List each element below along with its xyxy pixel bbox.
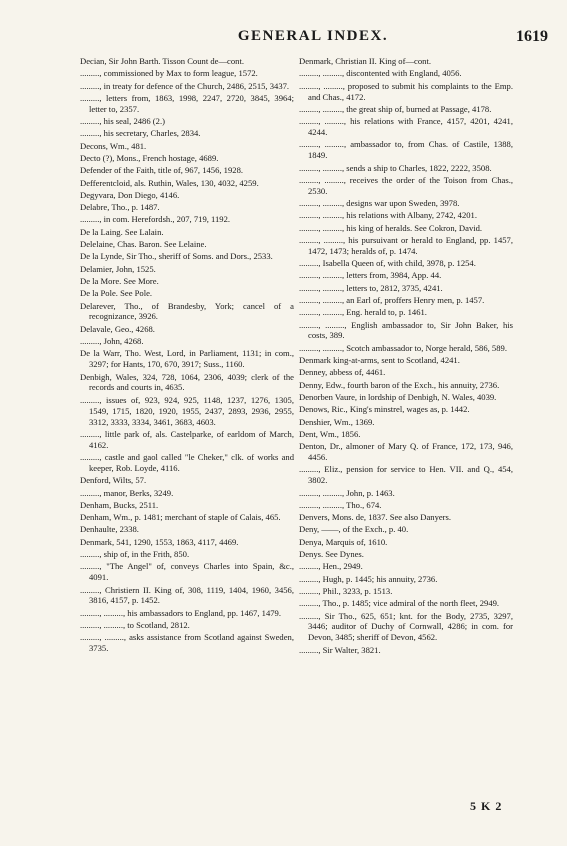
index-entry: Delavale, Geo., 4268. <box>80 323 155 334</box>
signature-mark: 5 K 2 <box>470 799 503 813</box>
index-entry: Denorben Vaure, in lordship of Denbigh, N. Wales, 4039. <box>299 391 497 402</box>
index-entry: Dent, Wm., 1856. <box>299 428 361 439</box>
index-entry: ........., issues of, 923, 924, 925, 1148, 1237, 1276, 1305, 1549, 1715, 1820, 1920, 1955, 2437, 2893, 2936, 2955, 3312, 3333, 3334, 3461, 3683, 4603. <box>80 394 294 427</box>
index-entry: Denmark, Christian II. King of—cont. <box>299 56 431 66</box>
index-entry: ........., ........., asks assistance from Scotland against Sweden, 3735. <box>80 632 294 654</box>
page-header <box>78 28 548 48</box>
index-entry: ........., letters from, 1863, 1998, 2247, 2720, 3845, 3964; letter to, 2357. <box>80 92 294 114</box>
index-entry: ........., ........., John, p. 1463. <box>299 487 395 498</box>
index-entry: Delabre, Tho., p. 1487. <box>80 202 160 213</box>
index-entry: ........., ........., proposed to submit his complaints to the Emp. and Chas., 4172. <box>299 80 513 102</box>
index-entry: ........., in com. Herefordsh., 207, 719, 1192. <box>80 214 231 225</box>
page-number: 1619 <box>516 28 548 45</box>
index-entry: Denton, Dr., almoner of Mary Q. of France, 172, 173, 946, 4456. <box>299 441 513 463</box>
index-entry: ........., ........., his relations with France, 4157, 4201, 4241, 4244. <box>299 116 513 137</box>
index-entry: Denys. See Dynes. <box>299 549 364 560</box>
index-entry: ........., ........., letters to, 2812, 3735, 4241. <box>299 282 443 293</box>
index-entry: ........., ........., English ambassador to, Sir John Baker, his costs, 389. <box>299 319 513 341</box>
index-entry: Denmark king-at-arms, sent to Scotland, 4241. <box>299 355 460 366</box>
index-entry: De la Lynde, Sir Tho., sheriff of Soms. and Dors., 2533. <box>80 251 273 262</box>
index-entry: ........., ........., his ambassadors to England, pp. 1467, 1479. <box>80 607 281 618</box>
running-title: GENERAL INDEX. <box>237 28 389 44</box>
index-entry: Denows, Ric., King's minstrel, wages as, p. 1442. <box>299 404 470 415</box>
index-entry: ........., little park of, als. Castelparke, of earldom of March, 4162. <box>80 428 294 450</box>
index-entry: ........., in treaty for defence of the Church, 2486, 2515, 3437. <box>80 80 290 91</box>
index-entry: ........., castle and gaol called "le Cheker," clk. of works and keeper, Rob. Loyde, 4116. <box>80 452 294 473</box>
index-entry: ........., manor, Berks, 3249. <box>80 487 174 498</box>
index-entry: Denhaulte, 2338. <box>80 524 139 535</box>
index-entry: Delarever, Tho., of Brandesby, York; cancel of a recognizance, 3926. <box>80 300 294 322</box>
index-entry: De la Warr, Tho. West, Lord, in Parliament, 1131; in com., 3297; for Hants, 170, 670, 3917; Suss., 1160. <box>80 348 294 370</box>
index-entry: ........., John, 4268. <box>80 336 144 347</box>
index-entry: De la More. See More. <box>80 275 159 286</box>
index-entry: ........., ........., designs war upon Sweden, 3978. <box>299 198 460 208</box>
index-entry: ........., ........., his pursuivant or herald to England, pp. 1457, 1472, 1473; heralds of, p. 1474. <box>299 234 513 256</box>
index-entry: Decons, Wm., 481. <box>80 140 147 151</box>
index-entry: Denmark, 541, 1290, 1553, 1863, 4117, 4469. <box>80 536 239 547</box>
index-entry: ........., ........., letters from, 3984, App. 44. <box>299 270 442 281</box>
index-entry: Defender of the Faith, title of, 967, 1456, 1928. <box>80 165 244 176</box>
index-entry: ........., Hen., 2949. <box>299 561 363 572</box>
index-entry: ........., ........., ambassador to, from Chas. of Castile, 1388, 1849. <box>299 139 513 161</box>
index-entry: Denny, Edw., fourth baron of the Exch., his annuity, 2736. <box>299 379 500 390</box>
index-entry: Denbigh, Wales, 324, 728, 1064, 2306, 4039; clerk of the records and courts in, 4635. <box>80 371 294 393</box>
index-entry: Decian, Sir John Barth. Tisson Count de—cont. <box>80 56 244 66</box>
index-entry: Delelaine, Chas. Baron. See Lelaine. <box>80 239 207 250</box>
index-entry: ........., ........., Scotch ambassador to, Norge herald, 586, 589. <box>299 342 507 353</box>
index-entry: ........., commissioned by Max to form league, 1572. <box>80 68 258 79</box>
index-entry: Degyvara, Don Diego, 4146. <box>80 189 180 200</box>
index-entry: Denham, Bucks, 2511. <box>80 499 159 510</box>
index-entry: ........., Isabella Queen of, with child, 3978, p. 1254. <box>299 258 476 269</box>
index-entry: Denshier, Wm., 1369. <box>299 416 375 427</box>
index-entry: ........., ........., his relations with Albany, 2742, 4201. <box>299 210 477 221</box>
index-entry: Denya, Marquis of, 1610. <box>299 536 388 547</box>
index-entry: De la Pole. See Pole. <box>80 288 153 299</box>
index-entry: ........., Phil., 3233, p. 1513. <box>299 585 393 596</box>
index-entry: Denford, Wilts, 57. <box>80 475 147 486</box>
index-entry: Denvers, Mons. de, 1837. See also Danyers. <box>299 512 452 523</box>
right-index-column <box>299 56 513 657</box>
index-entry: ........., ........., sends a ship to Charles, 1822, 2222, 3508. <box>299 162 492 173</box>
index-entry: ........., ........., his king of heralds. See Cokron, David. <box>299 222 483 233</box>
index-entry: ........., ........., to Scotland, 2812. <box>80 620 190 631</box>
index-entry: ........., ship of, in the Frith, 850. <box>80 549 190 560</box>
index-entry: ........., ........., Eng. herald to, p. 1461. <box>299 307 427 318</box>
index-entry: ........., his secretary, Charles, 2834. <box>80 128 201 139</box>
index-entry: Denney, abbess of, 4461. <box>299 367 386 378</box>
index-entry: Denham, Wm., p. 1481; merchant of staple of Calais, 465. <box>80 512 281 523</box>
index-entry: Deny, ——, of the Exch., p. 40. <box>299 524 409 535</box>
index-entry: ........., Hugh, p. 1445; his annuity, 2736. <box>299 573 438 584</box>
index-entry: ........., Tho., p. 1485; vice admiral of the north fleet, 2949. <box>299 598 500 609</box>
index-entry: ........., ........., the great ship of, burned at Passage, 4178. <box>299 103 492 114</box>
index-entry: ........., Sir Tho., 625, 651; knt. for the Body, 2735, 3297, 3446; auditor of Duchy of Cornwall, 4286; in com. for Devon, 3485; sheriff of Devon, 4562. <box>299 610 513 643</box>
index-entry: ........., Eliz., pension for service to Hen. VII. and Q., 454, 3802. <box>299 464 513 486</box>
index-entry: Delamier, John, 1525. <box>80 263 156 274</box>
index-entry: Defferentcloid, als. Ruthin, Wales, 130, 4032, 4259. <box>80 177 259 188</box>
index-entry: ........., ........., an Earl of, proffers Henry men, p. 1457. <box>299 294 485 305</box>
index-entry: ........., "The Angel" of, conveys Charles into Spain, &c., 4091. <box>80 561 294 583</box>
index-entry: ........., ........., discontented with England, 4056. <box>299 68 462 79</box>
index-entry: De la Laing. See Lalain. <box>80 226 164 237</box>
index-entry: ........., ........., receives the order of the Toison from Chas., 2530. <box>299 174 513 196</box>
index-entry: ........., ........., Tho., 674. <box>299 499 382 510</box>
index-entry: ........., Christiern II. King of, 308, 1119, 1404, 1960, 3456, 3816, 4157, p. 1452. <box>80 584 294 606</box>
left-index-column <box>80 56 294 656</box>
index-entry: ........., Sir Walter, 3821. <box>299 644 381 655</box>
index-entry: Decto (?), Mons., French hostage, 4689. <box>80 152 219 163</box>
index-entry: ........., his seal, 2486 (2.) <box>80 116 165 127</box>
